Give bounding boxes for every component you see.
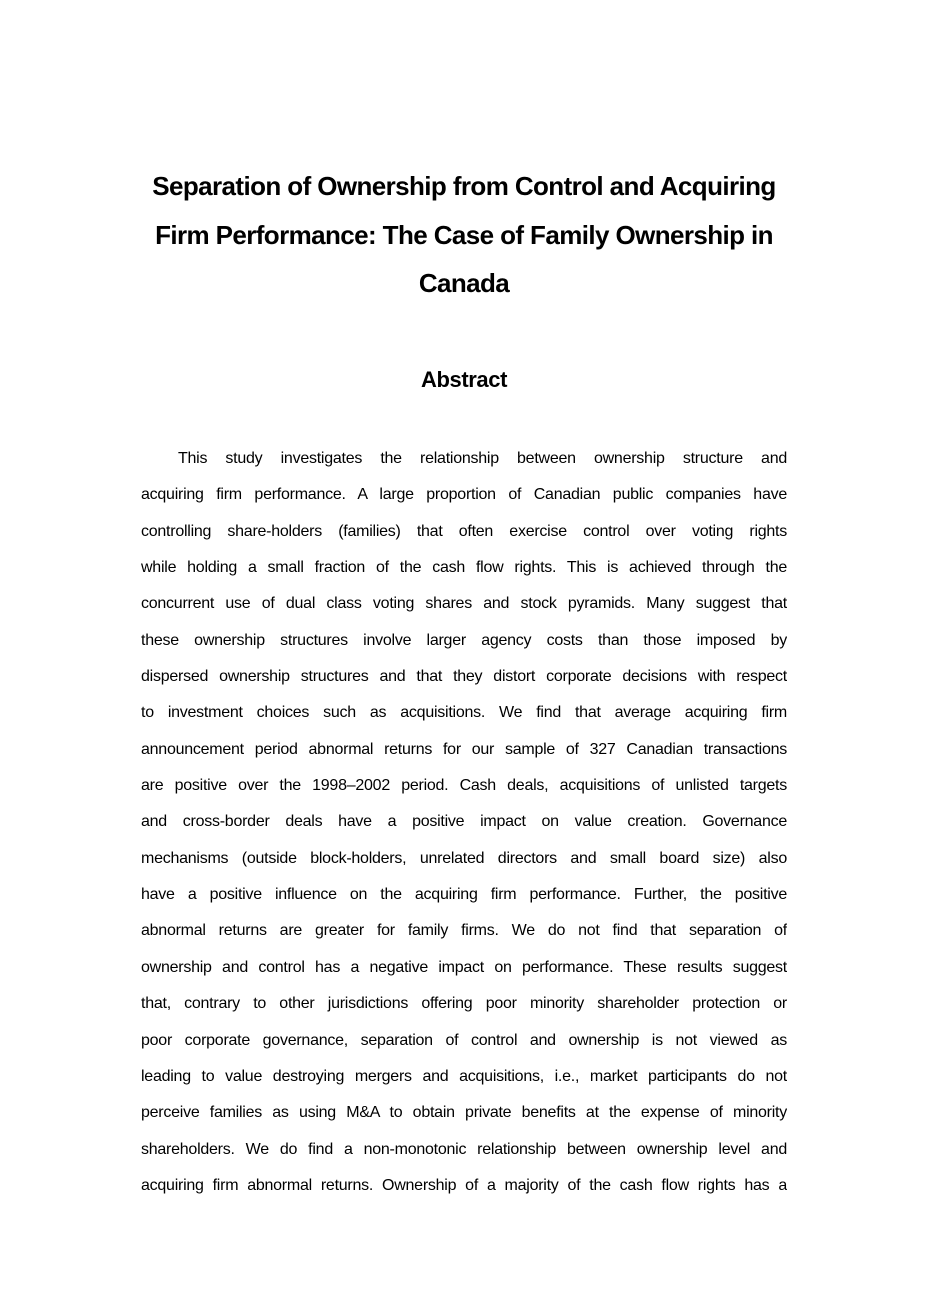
- abstract-line: are positive over the 1998–2002 period. Cash deals, acquisitions of unlisted targets: [141, 777, 787, 795]
- abstract-line: acquiring firm abnormal returns. Ownership of a majority of the cash flow rights has a: [141, 1176, 787, 1194]
- abstract-line: perceive families as using M&A to obtain private benefits at the expense of minority: [141, 1104, 787, 1122]
- abstract-line: dispersed ownership structures and that they distort corporate decisions with respect: [141, 668, 787, 686]
- title-line: Canada: [418, 268, 510, 298]
- abstract-heading: Abstract: [420, 367, 508, 392]
- abstract-line: abnormal returns are greater for family firms. We do not find that separation of: [141, 922, 787, 940]
- abstract-line: shareholders. We do find a non-monotonic relationship between ownership level and: [141, 1140, 787, 1158]
- abstract-line: leading to value destroying mergers and acquisitions, i.e., market participants do not: [141, 1067, 787, 1085]
- abstract-line: acquiring firm performance. A large proportion of Canadian public companies have: [141, 486, 787, 504]
- abstract-line: controlling share-holders (families) that often exercise control over voting rights: [141, 522, 787, 540]
- abstract-line: and cross-border deals have a positive impact on value creation. Governance: [141, 813, 787, 831]
- abstract-line: This study investigates the relationship between ownership structure and: [178, 450, 787, 467]
- paper-title: [141, 162, 787, 308]
- abstract-line: concurrent use of dual class voting shares and stock pyramids. Many suggest that: [141, 595, 787, 613]
- title-line: Separation of Ownership from Control and Acquiring: [152, 171, 776, 201]
- abstract-line: to investment choices such as acquisitions. We find that average acquiring firm: [141, 704, 787, 722]
- abstract-body: [141, 441, 787, 1204]
- abstract-line: have a positive influence on the acquiring firm performance. Further, the positive: [141, 886, 787, 904]
- title-line: Firm Performance: The Case of Family Ownership in: [155, 219, 773, 250]
- abstract-line: these ownership structures involve larger agency costs than those imposed by: [141, 631, 787, 649]
- abstract-line: announcement period abnormal returns for our sample of 327 Canadian transactions: [141, 740, 787, 758]
- abstract-line: poor corporate governance, separation of control and ownership is not viewed as: [141, 1031, 787, 1049]
- abstract-line: that, contrary to other jurisdictions offering poor minority shareholder protection or: [141, 995, 787, 1013]
- abstract-line: ownership and control has a negative impact on performance. These results suggest: [141, 958, 787, 976]
- abstract-line: mechanisms (outside block-holders, unrelated directors and small board size) also: [141, 849, 787, 867]
- abstract-line: while holding a small fraction of the cash flow rights. This is achieved through the: [141, 559, 787, 577]
